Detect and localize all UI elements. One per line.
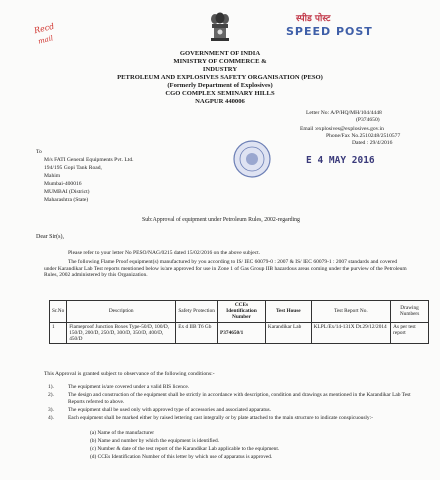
condition-number: 1).	[48, 384, 54, 390]
address-line-1: M/s FATI General Equipments Pvt. Ltd.	[44, 157, 134, 163]
cell-test-report: KLPL/Ex/14-131X Dt.29/12/2014	[311, 322, 390, 344]
peso-seal	[232, 139, 272, 179]
col-header-safety-protection: Safety Protection	[176, 301, 218, 323]
handwritten-note: Recd	[33, 21, 56, 36]
received-date-stamp: E 4 MAY 2016	[306, 155, 375, 166]
condition-number: 2).	[48, 392, 54, 398]
approval-conditions-intro: This Approval is granted subject to observance of the following conditions:-	[44, 371, 215, 377]
header-line-1: GOVERNMENT OF INDIA	[179, 50, 261, 57]
condition-4	[48, 415, 423, 422]
header-line-7: NAGPUR 440006	[195, 98, 245, 105]
header-line-6: CGO COMPLEX SEMINARY HILLS	[165, 90, 275, 97]
address-line-5: MUMBAI (District)	[44, 189, 90, 195]
cell-protection: Ex d IIB T6 Gb	[176, 322, 218, 344]
header-line-4: PETROLEUM AND EXPLOSIVES SAFETY ORGANISATION (PESO)	[117, 74, 323, 81]
speed-post-stamp: SPEED POST	[286, 25, 373, 38]
cell-cces: P374650/1	[218, 322, 266, 344]
cell-drawing: As per test report	[391, 322, 429, 344]
condition-number: 3).	[48, 407, 54, 413]
subject-label: Sub:	[142, 217, 153, 223]
condition-number: 4).	[48, 415, 54, 421]
speed-post-hindi-stamp: स्पीड पोस्ट	[296, 14, 331, 24]
address-line-2: 194/195 Gopi Tank Road,	[44, 165, 102, 171]
condition-subitem-b: (b) Name and number by which the equipment is identified.	[90, 438, 220, 444]
condition-subitem-c: (c) Number & date of the test report of the Karandikar Lab applicable to the equipment.	[90, 446, 280, 452]
header-line-2: MINISTRY OF COMMERCE &	[173, 58, 267, 65]
condition-subitem-a: (a) Name of the manufacturer	[90, 430, 155, 436]
col-header-test-report: Test Report No.	[311, 301, 390, 323]
col-header-drawing: Drawing Numbers	[391, 301, 429, 323]
condition-text: Each equipment shall be marked either by raised lettering cast integrally or by plate attached to the main structure to indicate conspicuously:-	[68, 415, 373, 421]
handwritten-note-2: mail	[37, 34, 55, 46]
subject-line	[142, 217, 300, 223]
header-line-3: INDUSTRY	[202, 66, 238, 73]
col-header-cces: CCEs Identification Number	[218, 301, 266, 323]
condition-text: The equipment shall be used only with approved type of accessories and associated apparatus.	[68, 407, 271, 413]
address-line-6: Maharashtra (State)	[44, 197, 89, 203]
table-row	[50, 322, 429, 344]
table-header-row	[50, 301, 429, 323]
col-header-test-house: Test House	[265, 301, 311, 323]
address-line-4: Mumbai-400016	[44, 181, 82, 187]
condition-text: The equipment is/are covered under a valid BIS licence.	[68, 384, 190, 390]
condition-text: The design and construction of the equipment shall be strictly in accordance with description, condition and drawings as mentioned in the Karandikar Lab Test Reports referred to above.	[68, 392, 411, 405]
address-line-3: Mahim	[44, 173, 61, 179]
cell-srno: 1	[50, 322, 67, 344]
cell-description: Flameproof Junction Boxes Type-50/D, 100/D, 150/D, 200/D, 250/D, 300/D, 350/D, 400/D, 450/D	[67, 322, 176, 344]
paragraph-approval: The following Flame Proof equipment(s) manufactured by you according to IS/ IEC 60079-0 : 2007 & IS/ IEC 60079-1 : 2007 standards and covered under Karandikar Lab Test reports mentioned below is/are approved for use in Zone 1 of Gas Group IIB hazardous areas coming under the purview of the Petroleum Rules, 2002 administered by this Organization.	[44, 259, 407, 279]
address-to: To	[36, 149, 42, 155]
cell-test-house: Karandikar Lab	[265, 322, 311, 344]
phone-fax-line: Phone/Fax No.2510248/2510577	[326, 133, 401, 139]
condition-3	[48, 407, 423, 414]
subject-text: Approval of equipment under Petroleum Rules, 2002-regarding	[152, 217, 300, 223]
national-emblem	[206, 10, 234, 48]
email-line: Email :explosives@explosives.gov.in	[300, 126, 384, 132]
col-header-description: Description	[67, 301, 176, 323]
equipment-table	[49, 300, 429, 344]
salutation: Dear Sir(s),	[36, 234, 64, 240]
reference-code: (P374650)	[356, 117, 380, 123]
condition-2	[48, 392, 423, 405]
condition-subitem-d: (d) CCEs Identification Number of this letter by which use of apparatus is approved.	[90, 454, 273, 460]
letter-number: Letter No: A/P/HQ/MH/104/4448	[306, 110, 382, 116]
paragraph-reference: Please refer to your letter No PESO/NAG/0215 dated 15/02/2016 on the above subject.	[68, 250, 261, 256]
condition-1	[48, 384, 423, 391]
col-header-srno: Sr.No	[50, 301, 67, 323]
dated-line: Dated : 29/4/2016	[352, 140, 393, 146]
header-line-5: (Formerly Department of Explosives)	[167, 82, 273, 89]
